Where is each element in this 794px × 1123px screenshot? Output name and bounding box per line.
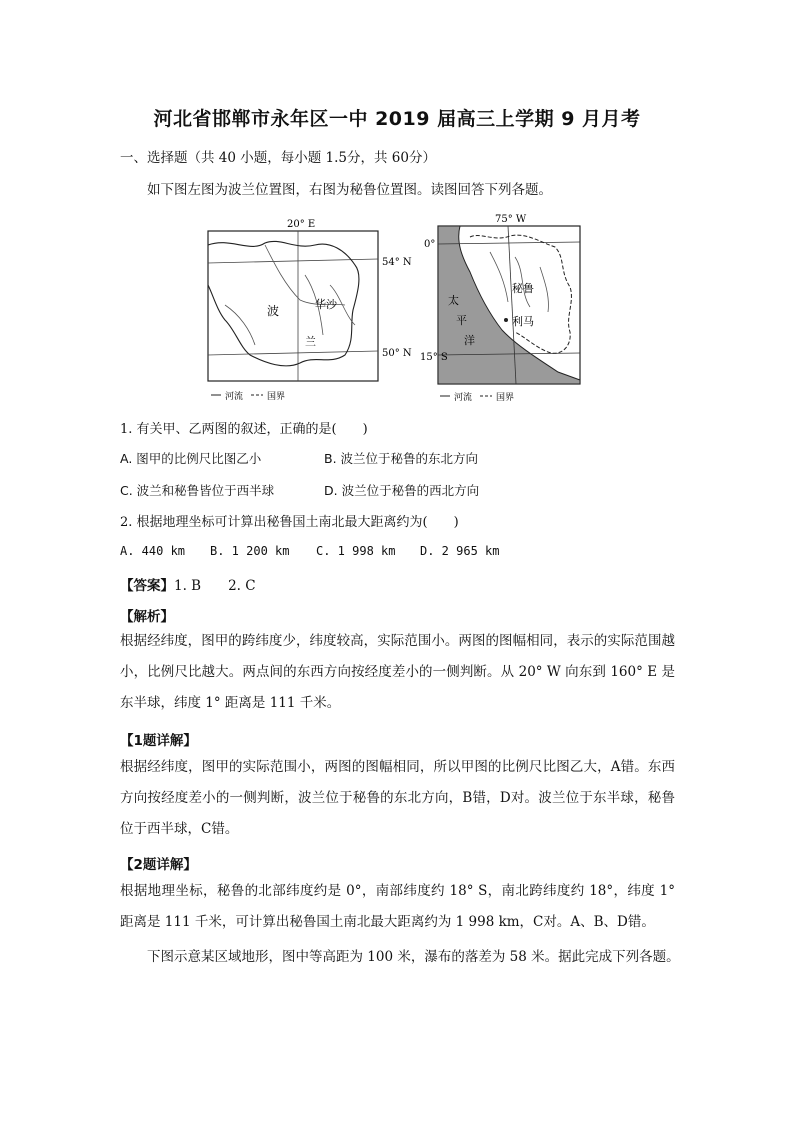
map-left-lon-label: 20° E xyxy=(287,219,316,230)
peru-map xyxy=(420,212,590,408)
map-left-label-lan: 兰 xyxy=(305,335,316,348)
map-right-lon-label: 75° W xyxy=(495,214,527,225)
intro2-text: 下图示意某区域地形，图中等高距为 100 米，瀑布的落差为 58 米。据此完成下列各题。 xyxy=(147,949,680,965)
map-right-label-ocean2: 平 xyxy=(456,314,467,327)
map-right-label-lima: 利马 xyxy=(512,315,534,328)
detail1-text: 根据经纬度，图甲的实际范围小，两图的图幅相同，所以甲图的比例尺比图乙大，A错。东西方向按经度差小的一侧判断，波兰位于秘鲁的东北方向，B错，D对。波兰位于东半球，秘鲁位于西半球，C错。 xyxy=(120,759,675,837)
map-right-label-ocean3: 洋 xyxy=(464,334,475,347)
q1-option-b: B. 波兰位于秘鲁的东北方向 xyxy=(324,451,479,466)
map-right-legend-border: 国界 xyxy=(496,393,515,403)
map-right-label-peru: 秘鲁 xyxy=(512,282,534,295)
map-right-legend-river: 河流 xyxy=(454,393,473,403)
page-title: 河北省邯郸市永年区一中 2019 届高三上学期 9 月月考 xyxy=(153,108,641,130)
q1-stem: 1. 有关甲、乙两图的叙述，正确的是( ) xyxy=(120,422,368,437)
q2-option-d: D. 2 965 km xyxy=(420,544,500,558)
q1-option-a: A. 图甲的比例尺比图乙小 xyxy=(120,451,262,466)
q1-option-c: C. 波兰和秘鲁皆位于西半球 xyxy=(120,483,275,498)
answer-label: 【答案】 xyxy=(120,578,174,594)
detail2-text: 根据地理坐标，秘鲁的北部纬度约是 0°，南部纬度约 18° S，南北跨纬度约 18°，纬度 1° 距离是 111 千米，可计算出秘鲁国土南北最大距离约为 1 998 km，C对。A、B、D错。 xyxy=(120,883,675,930)
q2-stem: 2. 根据地理坐标可计算出秘鲁国土南北最大距离约为( ) xyxy=(120,515,459,530)
map-left-label-bo: 波 xyxy=(267,304,280,318)
map-left-legend-border: 国界 xyxy=(267,392,286,402)
map-left-lat-top: 54° N xyxy=(382,257,412,268)
intro-text: 如下图左图为波兰位置图，右图为秘鲁位置图。读图回答下列各题。 xyxy=(147,182,552,198)
detail1-label: 【1题详解】 xyxy=(120,733,197,749)
detail2-label: 【2题详解】 xyxy=(120,857,197,873)
map-left-legend-river: 河流 xyxy=(225,392,244,402)
map-right-lat-bottom: 15° S xyxy=(420,352,448,363)
map-right-lat-top: 0° xyxy=(424,239,436,250)
analysis-label: 【解析】 xyxy=(120,609,174,625)
section-heading: 一、选择题（共 40 小题，每小题 1.5分，共 60分） xyxy=(120,150,436,166)
q2-option-c: C. 1 998 km xyxy=(316,544,396,558)
answer-line xyxy=(120,574,256,594)
q2-option-a: A. 440 km xyxy=(120,544,186,558)
q1-option-d: D. 波兰位于秘鲁的西北方向 xyxy=(324,483,480,498)
map-left-label-warsaw: 华沙 xyxy=(315,298,337,311)
poland-map xyxy=(205,215,415,409)
answer-text: 1. B 2. C xyxy=(174,578,256,594)
analysis-text: 根据经纬度，图甲的跨纬度少，纬度较高，实际范围小。两图的图幅相同，表示的实际范围越小，比例尺比越大。两点间的东西方向按经度差小的一侧判断。从 20° W 向东到 160° E 是东半球，纬度 1° 距离是 111 千米。 xyxy=(120,633,675,711)
map-right-label-ocean1: 太 xyxy=(448,294,459,307)
map-left-lat-bottom: 50° N xyxy=(382,348,412,359)
q2-option-b: B. 1 200 km xyxy=(210,544,290,558)
